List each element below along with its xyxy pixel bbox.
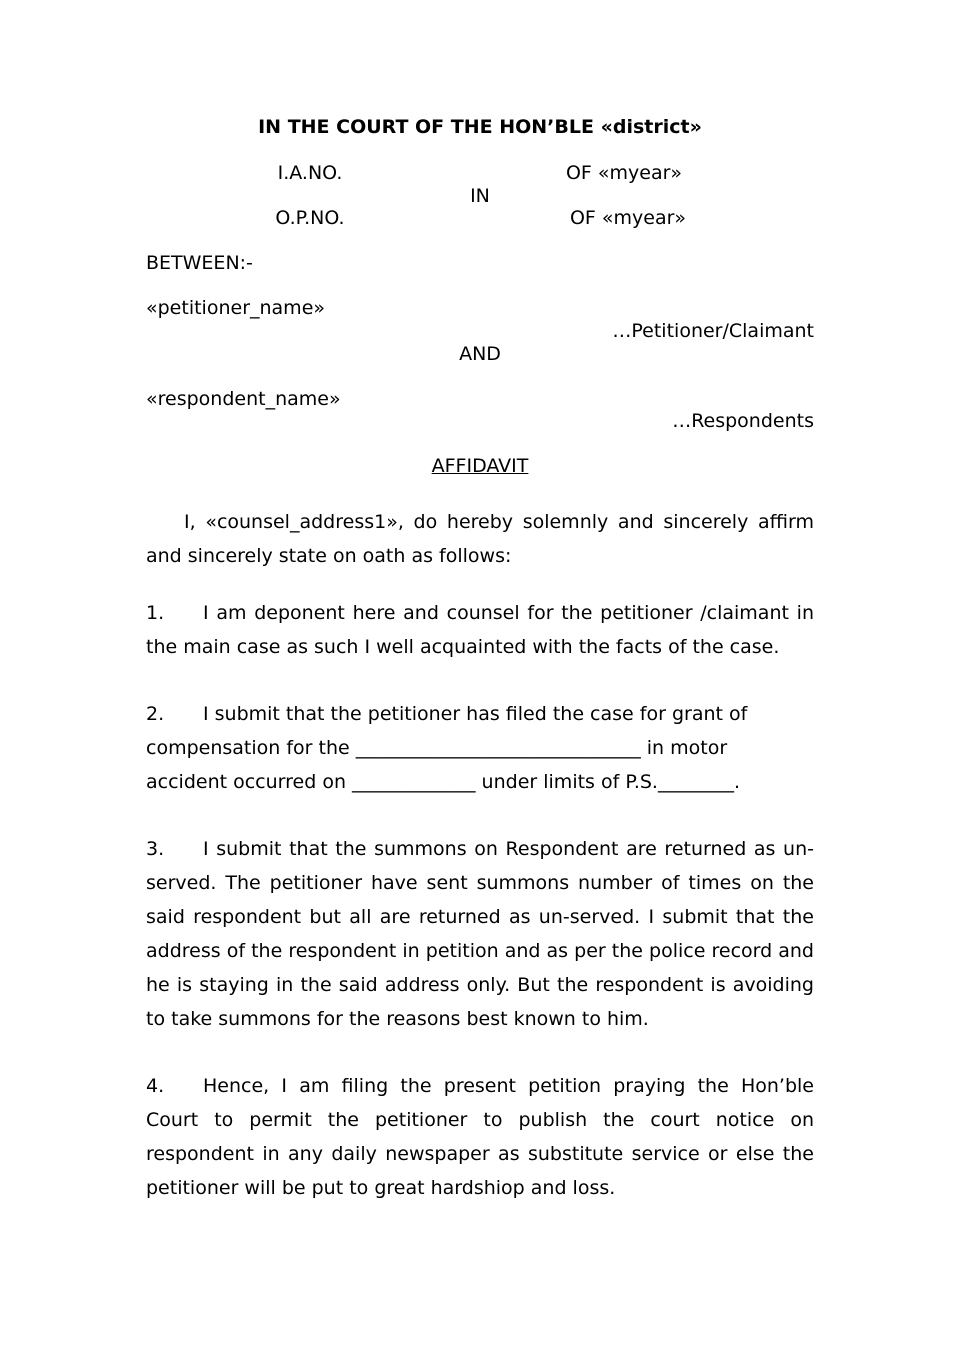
- paragraph-number: 1.: [146, 602, 165, 624]
- and-label: AND: [459, 343, 501, 365]
- respondent-role: …Respondents: [672, 410, 814, 432]
- paragraph-text-line2: compensation for the ______________________________ in motor: [146, 737, 728, 759]
- paragraph-4: [146, 1069, 814, 1205]
- op-number-label: O.P.NO.: [275, 207, 345, 229]
- court-heading: IN THE COURT OF THE HON’BLE «district»: [258, 116, 702, 138]
- paragraph-number: 3.: [146, 838, 165, 860]
- intro-paragraph: I, «counsel_address1», do hereby solemnly and sincerely affirm and sincerely state on oath as follows:: [146, 511, 814, 567]
- ia-year-label: OF «myear»: [565, 162, 683, 184]
- paragraph-number: 4.: [146, 1075, 165, 1097]
- paragraph-number: 2.: [146, 703, 165, 725]
- paragraph-3: [146, 832, 814, 1036]
- affidavit-title-text: AFFIDAVIT: [431, 455, 529, 477]
- paragraph-text: Hence, I am filing the present petition praying the Hon’ble Court to permit the petitioner to publish the court notice on respondent in any daily newspaper as substitute service or else the petitioner will be put to great hardshiop and loss.: [146, 1075, 814, 1199]
- paragraph-text: I am deponent here and counsel for the petitioner /claimant in the main case as such I well acquainted with the facts of the case.: [146, 602, 814, 658]
- between-label: BETWEEN:-: [146, 252, 253, 274]
- petitioner-role: …Petitioner/Claimant: [612, 320, 814, 342]
- paragraph-2: [146, 697, 814, 799]
- petitioner-name: «petitioner_name»: [146, 297, 326, 319]
- op-year-label: OF «myear»: [569, 207, 687, 229]
- paragraph-text-line3: accident occurred on _____________ under limits of P.S.________.: [146, 771, 741, 793]
- paragraph-text-line1: I submit that the petitioner has filed the case for grant of: [203, 703, 748, 725]
- paragraph-text: I submit that the summons on Respondent are returned as un-served. The petitioner have sent summons number of times on the said respondent but all are returned as un-served. I submit that the address of the respondent in petition and as per the police record and he is staying in the said address only. But the respondent is avoiding to take summons for the reasons best known to him.: [146, 838, 814, 1030]
- in-label: IN: [470, 185, 490, 207]
- paragraph-1: [146, 596, 814, 664]
- ia-number-label: I.A.NO.: [277, 162, 343, 184]
- respondent-name: «respondent_name»: [146, 388, 341, 410]
- document-title: [380, 454, 580, 478]
